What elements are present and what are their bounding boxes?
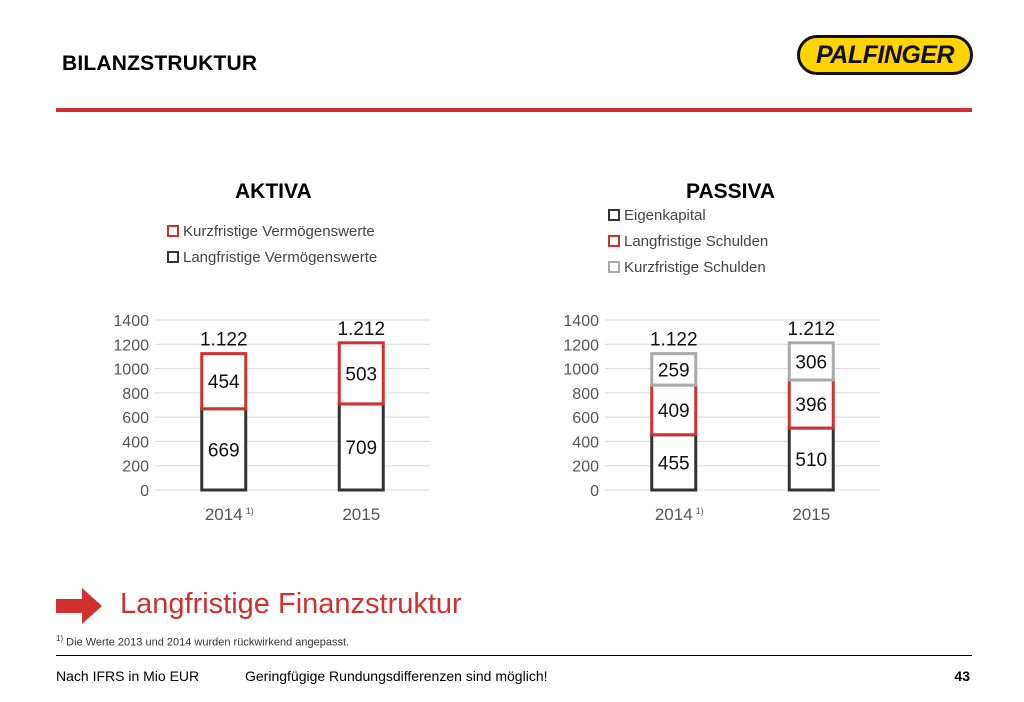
legend-label: Langfristige Vermögenswerte [183, 248, 378, 266]
y-tick-label: 0 [590, 483, 599, 500]
aktiva-chart-title: AKTIVA [235, 180, 312, 203]
data-label: 669 [207, 440, 240, 462]
data-label: 455 [657, 453, 690, 475]
passiva-legend [608, 202, 768, 280]
legend-label: Langfristige Schulden [624, 232, 769, 250]
legend-item-langfristige-vermoegenswerte [167, 244, 377, 270]
legend-label: Eigenkapital [624, 206, 706, 224]
aktiva-chart [90, 300, 440, 530]
data-label: 454 [207, 372, 240, 394]
palfinger-logo: PALFINGER [797, 35, 973, 75]
data-label: 306 [795, 352, 828, 374]
passiva-chart [540, 300, 890, 530]
x-tick-footnote: 1) [245, 506, 254, 516]
data-label: 409 [657, 400, 690, 422]
x-tick-label: 2014 [204, 505, 243, 524]
legend-label: Kurzfristige Schulden [624, 258, 766, 276]
data-label: 259 [657, 360, 690, 382]
aktiva-legend [167, 218, 377, 270]
x-tick-label: 2014 [654, 505, 693, 524]
page-title: BILANZSTRUKTUR [62, 52, 258, 75]
legend-item-eigenkapital [608, 202, 768, 228]
y-tick-label: 200 [572, 458, 599, 476]
header-divider [56, 108, 972, 112]
passiva-chart-title: PASSIVA [686, 180, 776, 203]
data-label: 510 [795, 450, 828, 472]
x-tick-footnote: 1) [695, 506, 704, 516]
y-tick-label: 1200 [563, 337, 599, 355]
conclusion-text: Langfristige Finanzstruktur [120, 588, 462, 620]
footnote-marker: 1) [56, 634, 64, 643]
footer-currency-note: Nach IFRS in Mio EUR [56, 668, 200, 684]
y-tick-label: 200 [122, 458, 149, 476]
total-label: 1.122 [649, 329, 698, 351]
footer-divider [56, 655, 972, 656]
data-label: 396 [795, 395, 828, 417]
legend-swatch-red [608, 235, 620, 247]
legend-item-kurzfristige-schulden [608, 254, 768, 280]
data-label: 503 [345, 364, 378, 386]
legend-swatch-dark [608, 209, 620, 221]
y-tick-label: 0 [140, 483, 149, 500]
legend-swatch-gray [608, 261, 620, 273]
total-label: 1.212 [337, 318, 386, 340]
x-tick-label: 2015 [342, 505, 381, 524]
y-tick-label: 800 [122, 385, 149, 403]
page-number: 43 [954, 668, 970, 684]
y-tick-label: 1000 [113, 361, 149, 379]
legend-swatch-dark [167, 251, 179, 263]
y-tick-label: 400 [122, 434, 149, 452]
arrow-right-icon [56, 588, 104, 624]
legend-swatch-red [167, 225, 179, 237]
y-tick-label: 1400 [563, 313, 599, 330]
data-label: 709 [345, 437, 378, 459]
total-label: 1.122 [199, 329, 248, 351]
y-tick-label: 600 [122, 410, 149, 428]
y-tick-label: 800 [572, 385, 599, 403]
y-tick-label: 400 [572, 434, 599, 452]
footnote [56, 634, 349, 649]
footnote-text: Die Werte 2013 und 2014 wurden rückwirkend angepasst. [63, 636, 350, 649]
footer-rounding-note: Geringfügige Rundungsdifferenzen sind möglich! [245, 668, 548, 684]
y-tick-label: 1400 [113, 313, 149, 330]
y-tick-label: 600 [572, 410, 599, 428]
total-label: 1.212 [787, 318, 836, 340]
legend-item-langfristige-schulden [608, 228, 768, 254]
y-tick-label: 1200 [113, 337, 149, 355]
y-tick-label: 1000 [563, 361, 599, 379]
legend-item-kurzfristige-vermoegenswerte [167, 218, 377, 244]
x-tick-label: 2015 [792, 505, 831, 524]
legend-label: Kurzfristige Vermögenswerte [183, 222, 375, 240]
